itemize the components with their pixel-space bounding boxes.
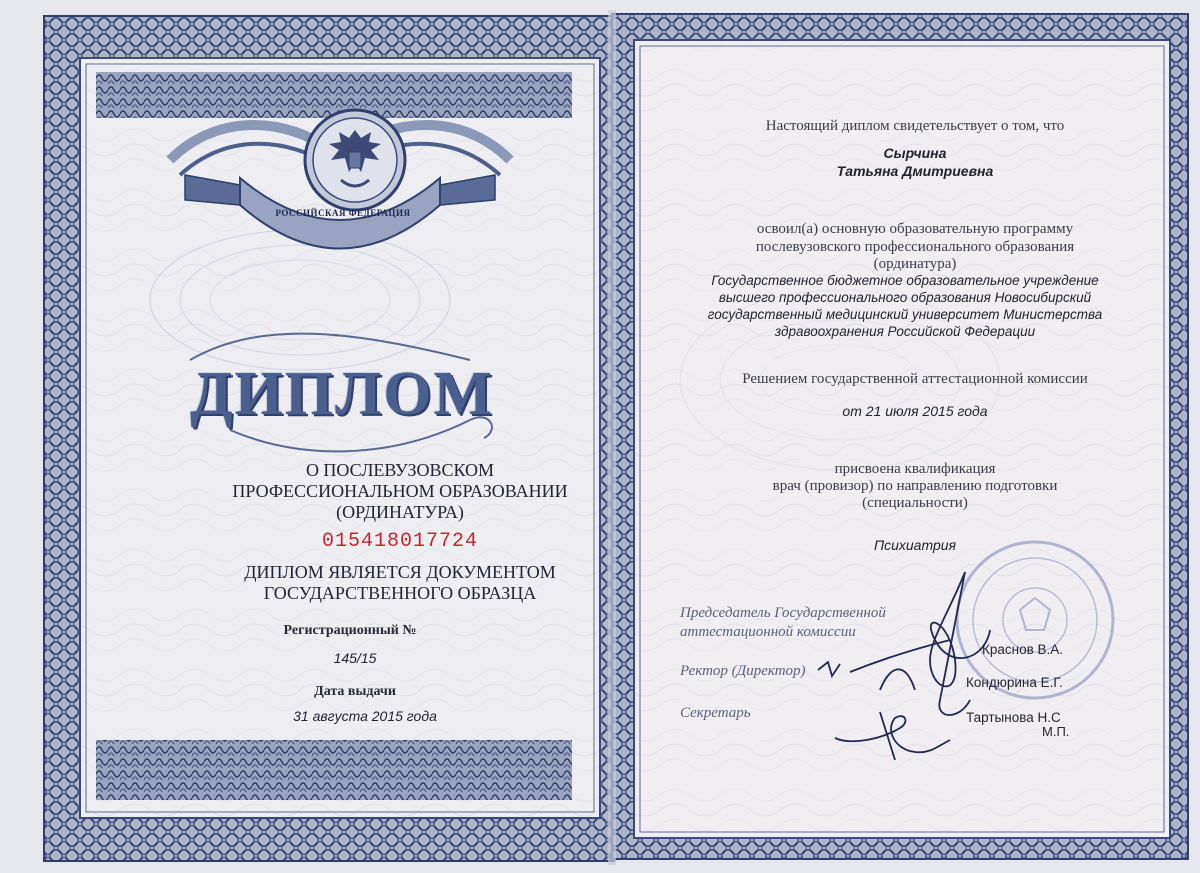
- chairman-role-line-1: Председатель Государственной: [680, 605, 886, 621]
- registration-number: 145/15: [333, 650, 377, 666]
- state-document-line-2: ГОСУДАРСТВЕННОГО ОБРАЗЦА: [263, 583, 537, 603]
- issue-date-label: Дата выдачи: [314, 684, 396, 699]
- recipient-surname: Сырчина: [883, 145, 947, 161]
- russian-coat-of-arms-emblem: [305, 110, 405, 210]
- qualification-line-2: врач (провизор) по направлению подготовки: [772, 478, 1058, 494]
- seal-mark: М.П.: [1042, 724, 1070, 739]
- specialty: Психиатрия: [873, 537, 957, 553]
- rector-name: Кондюрина Е.Г.: [966, 675, 1063, 690]
- rector-role: Ректор (Директор): [680, 663, 806, 679]
- program-line-3: (ординатура): [873, 256, 957, 272]
- emblem-ribbon-text: РОССИЙСКАЯ ФЕДЕРАЦИЯ: [275, 208, 411, 218]
- subtitle-line-1: О ПОСЛЕВУЗОВСКОМ: [305, 460, 495, 480]
- chairman-role-line-2: аттестационной комиссии: [680, 624, 856, 640]
- program-line-2: послевузовского профессионального образования: [755, 239, 1075, 255]
- subtitle-line-3: (ОРДИНАТУРА): [336, 502, 464, 522]
- recipient-given-names: Татьяна Дмитриевна: [836, 163, 994, 179]
- secretary-role: Секретарь: [680, 705, 751, 721]
- decision-date: от 21 июля 2015 года: [842, 403, 988, 419]
- institution-line-4: здравоохранения Российской Федерации: [774, 324, 1036, 339]
- institution-line-3: государственный медицинский университет Министерства: [707, 307, 1103, 322]
- registration-label: Регистрационный №: [283, 623, 417, 638]
- serial-number: 015418017724: [321, 530, 479, 553]
- commission-decision: Решением государственной аттестационной комиссии: [742, 371, 1088, 387]
- diploma-title: ДИПЛОМ: [190, 360, 495, 428]
- qualification-line-3: (специальности): [862, 495, 968, 511]
- chairman-name: Краснов В.А.: [982, 642, 1064, 657]
- issue-date: 31 августа 2015 года: [293, 708, 437, 724]
- program-line-1: освоил(а) основную образовательную программу: [756, 221, 1074, 237]
- secretary-name: Тартынова Н.С: [966, 710, 1061, 725]
- institution-line-2: высшего профессионального образования Новосибирский: [718, 290, 1092, 305]
- state-document-line-1: ДИПЛОМ ЯВЛЯЕТСЯ ДОКУМЕНТОМ: [244, 562, 556, 582]
- intro-text: Настоящий диплом свидетельствует о том, что: [765, 118, 1065, 134]
- subtitle-line-2: ПРОФЕССИОНАЛЬНОМ ОБРАЗОВАНИИ: [232, 481, 568, 501]
- qualification-line-1: присвоена квалификация: [834, 461, 996, 477]
- institution-line-1: Государственное бюджетное образовательное учреждение: [711, 273, 1099, 288]
